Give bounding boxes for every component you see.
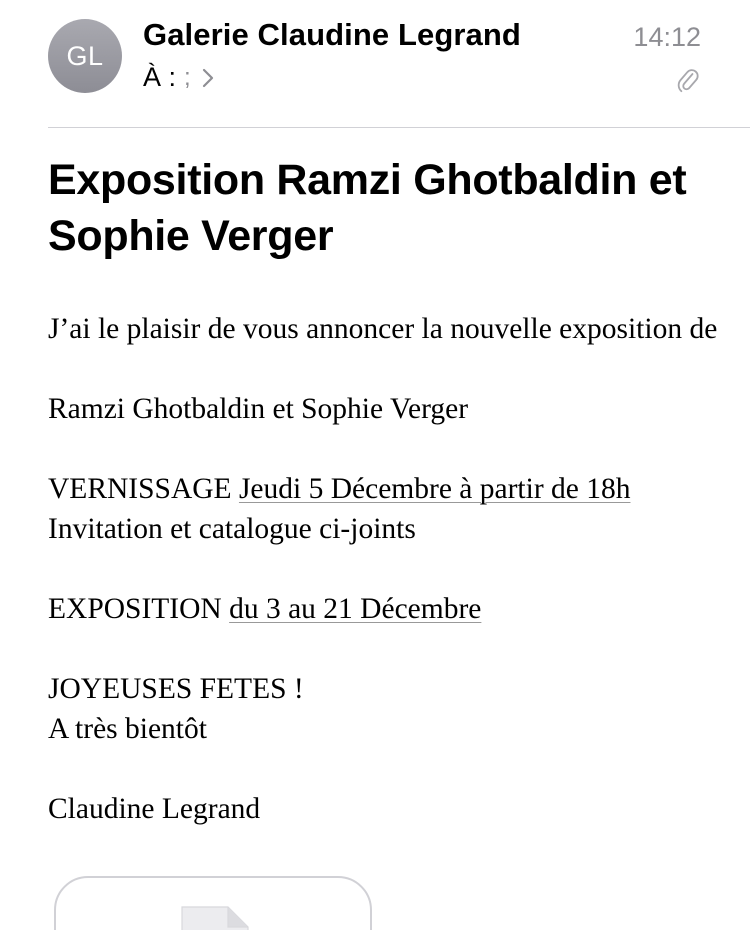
exposition-label: EXPOSITION <box>48 593 222 625</box>
attachment-card[interactable] <box>54 876 372 930</box>
body-exposition-line <box>48 589 728 629</box>
body-intro: J’ai le plaisir de vous annoncer la nouvelle exposition de <box>48 313 718 345</box>
body-spacer <box>48 349 728 389</box>
document-icon <box>180 906 250 930</box>
body-vernissage-line <box>48 469 728 509</box>
message-body <box>48 309 728 829</box>
message-subject: Exposition Ramzi Ghotbaldin et Sophie Verger <box>48 156 687 260</box>
body-invitation: Invitation et catalogue ci-joints <box>48 513 416 545</box>
body-closing: A très bientôt <box>48 713 207 745</box>
sender-name[interactable]: Galerie Claudine Legrand <box>143 17 521 52</box>
body-spacer <box>48 549 728 589</box>
body-greeting: JOYEUSES FETES ! <box>48 673 304 705</box>
header-divider <box>48 127 750 128</box>
body-spacer <box>48 429 728 469</box>
recipient-row[interactable] <box>143 62 216 93</box>
body-artists: Ramzi Ghotbaldin et Sophie Verger <box>48 393 469 425</box>
message-time: 14:12 <box>633 22 701 52</box>
to-value: ; <box>184 63 191 91</box>
body-spacer <box>48 749 728 789</box>
vernissage-date-link[interactable]: Jeudi 5 Décembre à partir de 18h <box>238 473 631 505</box>
sender-avatar[interactable] <box>48 19 122 93</box>
vernissage-label: VERNISSAGE <box>48 473 232 505</box>
paperclip-icon <box>676 66 700 94</box>
chevron-right-icon[interactable] <box>200 67 216 89</box>
to-label: À : <box>143 62 177 92</box>
body-spacer <box>48 629 728 669</box>
body-signature: Claudine Legrand <box>48 793 261 825</box>
message-header <box>0 0 750 128</box>
avatar-initials: GL <box>66 40 104 71</box>
exposition-dates-link[interactable]: du 3 au 21 Décembre <box>229 593 482 625</box>
